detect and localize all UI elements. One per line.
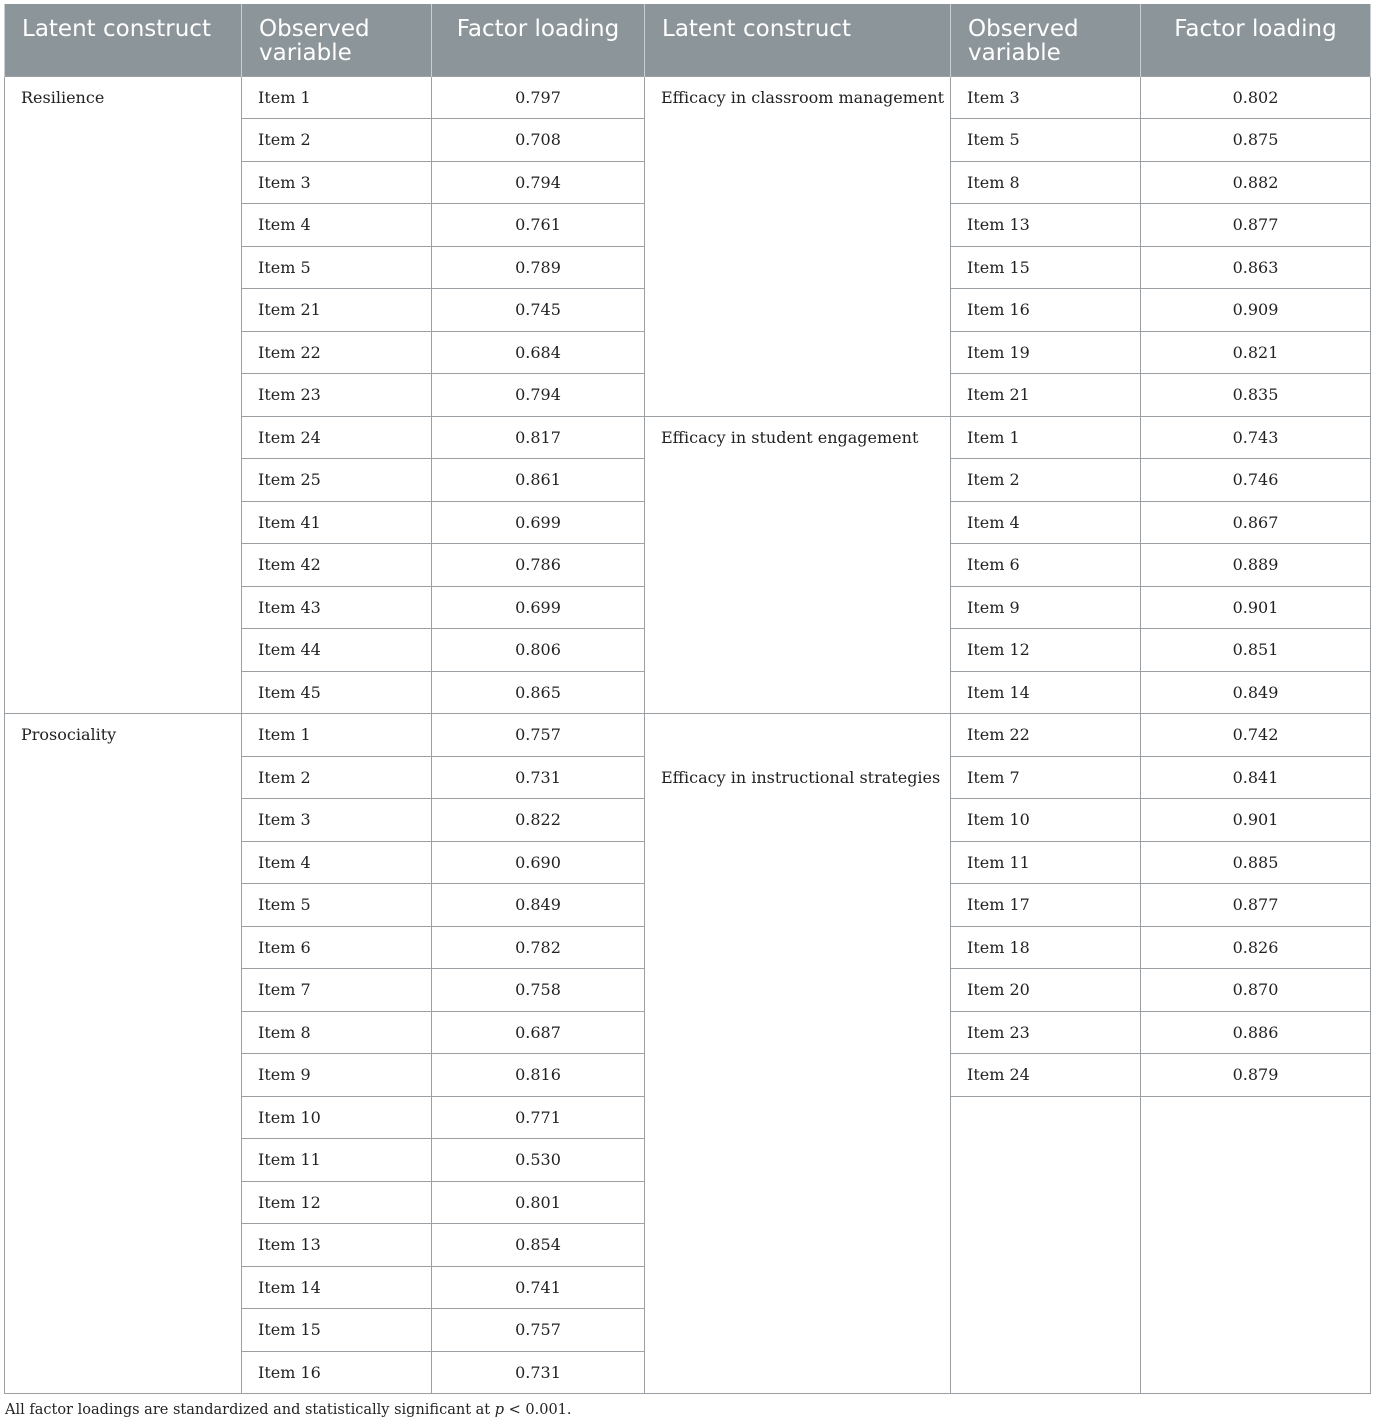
observed-variable-cell: Item 7 (951, 756, 1141, 799)
observed-variable-cell: Item 4 (951, 501, 1141, 544)
factor-loading-cell: 0.841 (1141, 756, 1371, 799)
footnote-text-before: All factor loadings are standardized and statistically significant at (5, 1402, 495, 1418)
observed-variable-cell: Item 2 (951, 459, 1141, 502)
observed-variable-cell: Item 3 (242, 799, 432, 842)
latent-construct-cell: Prosociality (5, 714, 242, 1394)
factor-loading-cell: 0.742 (1141, 714, 1371, 757)
observed-variable-cell: Item 23 (242, 374, 432, 417)
observed-variable-cell: Item 2 (242, 756, 432, 799)
observed-variable-cell: Item 1 (951, 416, 1141, 459)
factor-loading-cell: 0.801 (432, 1181, 645, 1224)
observed-variable-cell: Item 12 (951, 629, 1141, 672)
factor-loading-cell: 0.854 (432, 1224, 645, 1267)
header-row (5, 4, 1371, 76)
observed-variable-cell: Item 6 (951, 544, 1141, 587)
observed-variable-cell: Item 13 (242, 1224, 432, 1267)
observed-variable-cell: Item 24 (242, 416, 432, 459)
observed-variable-cell: Item 44 (242, 629, 432, 672)
factor-loading-cell: 0.851 (1141, 629, 1371, 672)
header-observed-variable-left: Observed variable (242, 4, 432, 76)
observed-variable-cell: Item 5 (242, 246, 432, 289)
observed-variable-cell: Item 25 (242, 459, 432, 502)
factor-loading-cell: 0.826 (1141, 926, 1371, 969)
latent-construct-cell: Efficacy in student engagement (645, 416, 951, 714)
footnote-p-symbol: p (494, 1402, 505, 1418)
observed-variable-cell: Item 3 (951, 76, 1141, 119)
footnote-text-after: < 0.001. (504, 1402, 572, 1418)
factor-loading-cell: 0.757 (432, 714, 645, 757)
observed-variable-cell: Item 43 (242, 586, 432, 629)
factor-loading-cell: 0.746 (1141, 459, 1371, 502)
factor-loading-cell: 0.530 (432, 1139, 645, 1182)
observed-variable-cell: Item 24 (951, 1054, 1141, 1097)
observed-variable-cell: Item 8 (951, 161, 1141, 204)
factor-loading-cell: 0.743 (1141, 416, 1371, 459)
observed-variable-cell: Item 10 (951, 799, 1141, 842)
observed-variable-cell: Item 8 (242, 1011, 432, 1054)
factor-loading-cell: 0.867 (1141, 501, 1371, 544)
factor-loading-cell: 0.731 (432, 756, 645, 799)
latent-construct-cell: Efficacy in instructional strategies (645, 714, 951, 1394)
observed-variable-cell: Item 10 (242, 1096, 432, 1139)
factor-loading-cell: 0.879 (1141, 1054, 1371, 1097)
factor-loading-cell: 0.745 (432, 289, 645, 332)
observed-variable-cell: Item 14 (242, 1266, 432, 1309)
latent-construct-cell: Resilience (5, 76, 242, 714)
header-latent-construct-left: Latent construct (5, 4, 242, 76)
factor-loading-cell: 0.708 (432, 119, 645, 162)
header-observed-variable-right: Observed variable (951, 4, 1141, 76)
observed-variable-cell: Item 4 (242, 204, 432, 247)
factor-loading-cell: 0.889 (1141, 544, 1371, 587)
observed-variable-cell: Item 16 (242, 1351, 432, 1394)
table-row (5, 76, 1371, 119)
factor-loading-cell: 0.821 (1141, 331, 1371, 374)
factor-loading-cell: 0.797 (432, 76, 645, 119)
observed-variable-cell: Item 1 (242, 714, 432, 757)
factor-loading-cell: 0.822 (432, 799, 645, 842)
factor-loading-cell: 0.806 (432, 629, 645, 672)
factor-loading-table (4, 4, 1371, 1394)
empty-cell (1141, 1096, 1371, 1394)
factor-loading-cell: 0.849 (432, 884, 645, 927)
observed-variable-cell: Item 2 (242, 119, 432, 162)
latent-construct-cell: Efficacy in classroom management (645, 76, 951, 416)
observed-variable-cell: Item 9 (951, 586, 1141, 629)
factor-loading-cell: 0.757 (432, 1309, 645, 1352)
observed-variable-cell: Item 15 (242, 1309, 432, 1352)
factor-loading-cell: 0.771 (432, 1096, 645, 1139)
observed-variable-cell: Item 3 (242, 161, 432, 204)
factor-loading-cell: 0.849 (1141, 671, 1371, 714)
observed-variable-cell: Item 6 (242, 926, 432, 969)
observed-variable-cell: Item 9 (242, 1054, 432, 1097)
header-factor-loading-left: Factor loading (432, 4, 645, 76)
observed-variable-cell: Item 11 (242, 1139, 432, 1182)
table-row (5, 714, 1371, 757)
factor-loading-cell: 0.909 (1141, 289, 1371, 332)
factor-loading-cell: 0.885 (1141, 841, 1371, 884)
observed-variable-cell: Item 17 (951, 884, 1141, 927)
observed-variable-cell: Item 7 (242, 969, 432, 1012)
observed-variable-cell: Item 21 (242, 289, 432, 332)
factor-loading-cell: 0.786 (432, 544, 645, 587)
observed-variable-cell: Item 14 (951, 671, 1141, 714)
empty-cell (951, 1096, 1141, 1394)
factor-loading-cell: 0.794 (432, 161, 645, 204)
observed-variable-cell: Item 5 (242, 884, 432, 927)
factor-loading-cell: 0.877 (1141, 204, 1371, 247)
observed-variable-cell: Item 21 (951, 374, 1141, 417)
factor-loading-cell: 0.865 (432, 671, 645, 714)
factor-loading-cell: 0.870 (1141, 969, 1371, 1012)
factor-loading-cell: 0.731 (432, 1351, 645, 1394)
observed-variable-cell: Item 16 (951, 289, 1141, 332)
factor-loading-cell: 0.875 (1141, 119, 1371, 162)
observed-variable-cell: Item 45 (242, 671, 432, 714)
factor-loading-cell: 0.816 (432, 1054, 645, 1097)
observed-variable-cell: Item 12 (242, 1181, 432, 1224)
observed-variable-cell: Item 13 (951, 204, 1141, 247)
factor-loading-cell: 0.687 (432, 1011, 645, 1054)
factor-loading-cell: 0.699 (432, 501, 645, 544)
table-footnote (5, 1402, 572, 1418)
factor-loading-cell: 0.886 (1141, 1011, 1371, 1054)
observed-variable-cell: Item 20 (951, 969, 1141, 1012)
observed-variable-cell: Item 22 (951, 714, 1141, 757)
factor-loading-cell: 0.684 (432, 331, 645, 374)
observed-variable-cell: Item 41 (242, 501, 432, 544)
factor-loading-cell: 0.835 (1141, 374, 1371, 417)
factor-loading-cell: 0.817 (432, 416, 645, 459)
factor-loading-cell: 0.794 (432, 374, 645, 417)
factor-loading-cell: 0.882 (1141, 161, 1371, 204)
factor-loading-cell: 0.877 (1141, 884, 1371, 927)
factor-loading-cell: 0.802 (1141, 76, 1371, 119)
observed-variable-cell: Item 18 (951, 926, 1141, 969)
observed-variable-cell: Item 23 (951, 1011, 1141, 1054)
factor-loading-cell: 0.758 (432, 969, 645, 1012)
observed-variable-cell: Item 11 (951, 841, 1141, 884)
observed-variable-cell: Item 19 (951, 331, 1141, 374)
observed-variable-cell: Item 5 (951, 119, 1141, 162)
observed-variable-cell: Item 1 (242, 76, 432, 119)
observed-variable-cell: Item 4 (242, 841, 432, 884)
observed-variable-cell: Item 15 (951, 246, 1141, 289)
factor-loading-cell: 0.861 (432, 459, 645, 502)
factor-loading-cell: 0.741 (432, 1266, 645, 1309)
factor-loading-cell: 0.761 (432, 204, 645, 247)
observed-variable-cell: Item 42 (242, 544, 432, 587)
factor-loading-cell: 0.901 (1141, 586, 1371, 629)
header-factor-loading-right: Factor loading (1141, 4, 1371, 76)
header-latent-construct-right: Latent construct (645, 4, 951, 76)
observed-variable-cell: Item 22 (242, 331, 432, 374)
factor-loading-cell: 0.690 (432, 841, 645, 884)
factor-loading-cell: 0.789 (432, 246, 645, 289)
table-body (5, 76, 1371, 1394)
factor-loading-cell: 0.699 (432, 586, 645, 629)
factor-loading-cell: 0.863 (1141, 246, 1371, 289)
factor-loading-cell: 0.782 (432, 926, 645, 969)
factor-loading-cell: 0.901 (1141, 799, 1371, 842)
